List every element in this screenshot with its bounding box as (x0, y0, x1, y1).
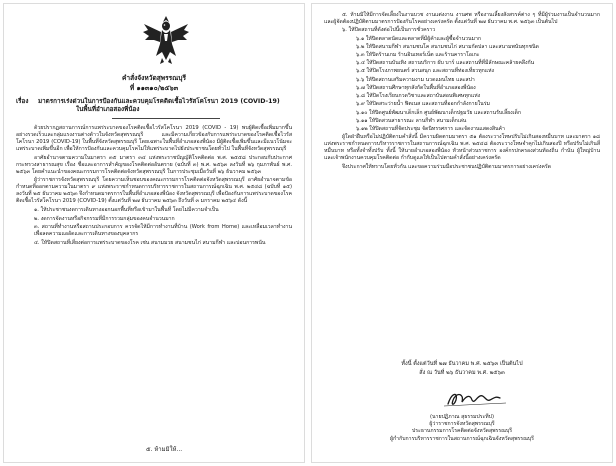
handwritten-signature (414, 388, 534, 410)
closure-item: ๖.๙ ให้ปิดสระว่ายน้ำ ฟิตเนส และสถานที่ออกกำลังกายในร่ม (356, 101, 490, 108)
date-block (324, 360, 600, 378)
measure-item: ๑. ให้ประชาชนงดการเดินทางออกนอกพื้นที่หรือเข้ามาในพื้นที่ โดยไม่มีความจำเป็น (34, 207, 219, 214)
closing-paragraph: จึงประกาศให้ทราบโดยทั่วกัน และขอความร่วมมือประชาชนปฏิบัติตามมาตรการอย่างเคร่งครัด (342, 163, 551, 170)
subject-label: เรื่อง (16, 98, 29, 105)
order-number: ที่ ๑๑๓๑๐/๒๕๖๓ (129, 84, 179, 92)
closure-item: ๖.๑๑ ให้ปิดสวนสาธารณะ ลานกีฬา สนามเด็กเล่น (356, 117, 467, 124)
closure-item: ๖.๑๐ ให้ปิดศูนย์พัฒนาเด็กเล็ก ศูนย์พัฒนาเด็กปฐมวัย และสถานรับเลี้ยงเด็ก (356, 109, 521, 116)
subject (16, 98, 292, 114)
closure-item: ๖.๖ ให้ปิดสถานเสริมความงาม นวดแผนไทย และสปา (356, 76, 475, 83)
measure-item: ๔. ให้ปิดสถานที่เสี่ยงต่อการแพร่ระบาดของโรค เช่น สนามมวย สนามชนไก่ สนามกีฬา และบ่อนการพนัน (34, 239, 266, 246)
closure-item: ๖.๗ ให้ปิดสถานศึกษาทุกสังกัดในพื้นที่อำเภอสองพี่น้อง (356, 84, 476, 91)
closure-item: ๖.๑๒ ให้ปิดสถานที่จัดประชุม จัดนิทรรศการ และจัดงานแสดงสินค้า (356, 126, 505, 133)
paragraph: อาศัยอำนาจตามความในมาตรา ๓๕ มาตรา ๓๔ แห่งพระราชบัญญัติโรคติดต่อ พ.ศ. ๒๕๕๘ ประกอบกับประกาศกระทรวงสาธารณสุข เรื่อง ชื่อและอาการสำคัญของโรคติดต่ออันตราย (ฉบับที่ ๓) พ.ศ. ๒๕๖๓ ลงวันที่ ๒๖ กุมภาพันธ์ พ.ศ. ๒๕๖๓ โดยคำแนะนำของคณะกรรมการโรคติดต่อจังหวัดสุพรรณบุรี ในการประชุมเมื่อวันที่ ๒๖ ธันวาคม ๒๕๖๓ (16, 154, 292, 175)
paragraph: ๕. ห้ามมิให้มีการจัดเลี้ยงในงานบวช งานแต่งงาน งานศพ หรืองานเลี้ยงสังสรรค์ต่าง ๆ ที่มีผู้ร่วมงานเป็นจำนวนมาก และผู้จัดต้องปฏิบัติตามมาตรการป้องกันโรคอย่างเคร่งครัด ตั้งแต่วันที่ ๒๗ ธันวาคม พ.ศ. ๒๕๖๓ เป็นต้นไป (324, 12, 600, 26)
closure-item: ๖.๕ ให้ปิดโรงภาพยนตร์ สวนสนุก และสถานที่ท่องเที่ยวทุกแห่ง (356, 68, 495, 75)
signer-title: ผู้กำกับการบริหารราชการในสถานการณ์ฉุกเฉินจังหวัดสุพรรณบุรี (390, 435, 534, 442)
closure-item: ๖.๓ ให้ปิดร้านเกม ร้านอินเทอร์เน็ต และร้านคาราโอเกะ (356, 51, 480, 58)
closure-item: ๖.๔ ให้ปิดสถานบันเทิง สถานบริการ ผับ บาร์ และสถานที่ที่มีลักษณะคล้ายคลึงกัน (356, 60, 535, 67)
measure-item: ๒. งดการจัดงานหรือกิจกรรมที่มีการรวมกลุ่มของคนจำนวนมาก (34, 215, 175, 222)
document-page-2 (312, 4, 612, 462)
closure-item: ๖.๑ ให้ปิดตลาดนัดและตลาดที่มีผู้ค้าและผู้ซื้อจำนวนมาก (356, 35, 482, 42)
order-body (16, 125, 292, 248)
document-page-1 (4, 4, 304, 462)
signing-date: สั่ง ณ วันที่ ๒๖ ธันวาคม พ.ศ. ๒๕๖๓ (419, 370, 505, 376)
garuda-emblem-icon (142, 14, 190, 66)
signer-title: ผู้ว่าราชการจังหวัดสุพรรณบุรี (429, 421, 495, 428)
closure-item: ๖.๒ ให้ปิดสนามกีฬา สนามชนโค สนามชนไก่ สนามกัดปลา และสนามพนันทุกชนิด (356, 43, 539, 50)
order-title: คำสั่งจังหวัดสุพรรณบุรี (121, 74, 187, 82)
signer-name: (นายปฏิภาณ สุธรรมประทีป) (429, 414, 495, 420)
effective-date: ทั้งนี้ ตั้งแต่วันที่ ๒๗ ธันวาคม พ.ศ. ๒๕๖๓ เป็นต้นไป (401, 361, 523, 367)
signer-title: ประธานกรรมการโรคติดต่อจังหวัดสุพรรณบุรี (411, 428, 513, 435)
continuation-marker: ๕. ห้ามมิให้... (146, 446, 183, 453)
paragraph: ผู้ว่าราชการจังหวัดสุพรรณบุรี โดยความเห็นชอบของคณะกรรมการโรคติดต่อจังหวัดสุพรรณบุรี อาศัยอำนาจตามข้อกำหนดที่ออกตามความในมาตรา ๙ แห่งพระราชกำหนดการบริหารราชการในสถานการณ์ฉุกเฉิน พ.ศ. ๒๕๔๘ (ฉบับที่ ๑๕) ลงวันที่ ๒๕ ธันวาคม ๒๕๖๓ จึงกำหนดมาตรการในพื้นที่อำเภอสองพี่น้อง จังหวัดสุพรรณบุรี เพื่อป้องกันการแพร่ระบาดของโรคติดเชื้อไวรัสโคโรนา 2019 (COVID-19) ตั้งแต่วันที่ ๒๗ ธันวาคม ๒๕๖๓ ถึงวันที่ ๓ มกราคม ๒๕๖๔ ดังนี้ (16, 177, 292, 205)
penalty-paragraph: ผู้ใดฝ่าฝืนหรือไม่ปฏิบัติตามคำสั่งนี้ มีความผิดตามมาตรา ๕๑ ต้องระวางโทษปรับไม่เกินสองหมื่นบาท และมาตรา ๑๘ แห่งพระราชกำหนดการบริหารราชการในสถานการณ์ฉุกเฉิน พ.ศ. ๒๕๔๘ ต้องระวางโทษจำคุกไม่เกินสองปี หรือปรับไม่เกินสี่หมื่นบาท หรือทั้งจำทั้งปรับ ทั้งนี้ ให้นายอำเภอสองพี่น้อง หัวหน้าส่วนราชการ องค์กรปกครองส่วนท้องถิ่น กำนัน ผู้ใหญ่บ้าน และเจ้าพนักงานควบคุมโรคติดต่อ กำกับดูแลให้เป็นไปตามคำสั่งนี้อย่างเคร่งครัด (324, 134, 600, 162)
order-body-continued (324, 12, 600, 172)
divider (112, 118, 220, 119)
closures-title: ๖. ให้ปิดสถานที่ดังต่อไปนี้เป็นการชั่วคราว (342, 27, 436, 34)
signature-block (324, 414, 600, 443)
measure-item: ๓. สถานที่ทำงานหรือสถานประกอบการ ควรจัดให้มีการทำงานที่บ้าน (Work from Home) และเหลื่อมเวลาทำงาน เพื่อลดความแออัดและการเดินทางของบุคลากร (34, 224, 292, 238)
closure-item: ๖.๘ ให้ปิดโรงเรียนกวดวิชาและสถาบันสอนพิเศษทุกแห่ง (356, 93, 481, 100)
paragraph: ด้วยปรากฏสถานการณ์การแพร่ระบาดของโรคติดเชื้อไวรัสโคโรนา 2019 (COVID - 19) พบผู้ติดเชื้อเพิ่มมากขึ้นอย่างรวดเร็วและกลุ่มแรงงานต่างด้าวในจังหวัดสุพรรณบุรี และมีความเกี่ยวข้องกับการแพร่ระบาดของโรคติดเชื้อไวรัสโคโรนา 2019 (COVID-19) ในพื้นที่จังหวัดสุพรรณบุรี โดยเฉพาะในพื้นที่อำเภอสองพี่น้อง มีผู้ติดเชื้อเพิ่มขึ้นและมีแนวโน้มจะแพร่ระบาดเพิ่มขึ้นอีก เพื่อให้การป้องกันและควบคุมโรคไม่ให้แพร่ระบาดไปยังประชาชนโดยทั่วไป ในพื้นที่จังหวัดสุพรรณบุรี (16, 125, 292, 153)
subject-line-1: มาตรการเร่งด่วนในการป้องกันและควบคุมโรคติดเชื้อไวรัสโคโรนา 2019 (COVID-19) (38, 98, 280, 105)
subject-line-2: ในพื้นที่อำเภอสองพี่น้อง (76, 106, 140, 113)
